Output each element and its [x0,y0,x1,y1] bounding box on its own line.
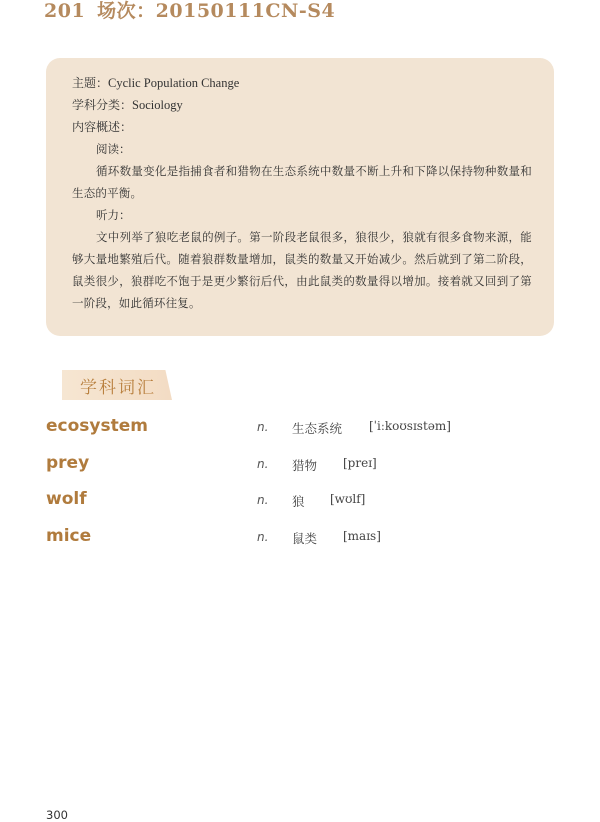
vocab-pos: n. [257,530,269,544]
vocab-word: mice [46,526,92,546]
summary-row [72,116,532,138]
reading-label: 阅读： [96,142,131,156]
subject-label: 学科分类： [72,98,133,112]
vocab-word: wolf [46,489,87,509]
reading-text: 循环数量变化是指捕食者和猎物在生态系统中数量不断上升和下降以保持物种数量和生态的平衡。 [72,164,532,200]
vocab-meaning: 生态系统 [292,421,343,436]
page-number: 300 [46,808,68,822]
listening-label: 听力： [96,208,131,222]
topic-row [72,72,532,94]
summary-box [46,58,554,336]
vocab-pos: n. [257,493,269,507]
vocab-meaning: 鼠类 [292,531,318,546]
entry-number: 201 [44,0,86,22]
topic-value: Cyclic Population Change [108,76,240,90]
session-title: 场次：20150111CN-S4 [97,0,336,22]
subject-value: Sociology [132,98,183,112]
vocab-word: prey [46,453,90,473]
vocab-word: ecosystem [46,416,148,436]
topic-label: 主题： [72,76,109,90]
vocab-ipa: [preɪ] [343,456,377,470]
vocab-heading: 学科词汇 [80,378,156,398]
subject-row [72,94,532,116]
vocab-ipa: [maɪs] [343,529,381,543]
vocab-ipa: [ˈiːkoʊsɪstəm] [369,419,451,433]
summary-label: 内容概述： [72,120,133,134]
page-header [44,0,335,22]
vocab-meaning: 猎物 [292,458,318,473]
vocab-ipa: [wʊlf] [330,492,366,506]
vocab-meaning: 狼 [292,494,305,509]
vocab-pos: n. [257,457,269,471]
listening-text: 文中列举了狼吃老鼠的例子。第一阶段老鼠很多，狼很少，狼就有很多食物来源，能够大量地繁殖后代。随着狼群数量增加，鼠类的数量又开始减少。然后就到了第二阶段，鼠类很少，狼群吃不饱于是更少繁衍后代，由此鼠类的数量得以增加。接着就又回到了第一阶段，如此循环往复。 [72,230,532,310]
vocab-pos: n. [257,420,269,434]
